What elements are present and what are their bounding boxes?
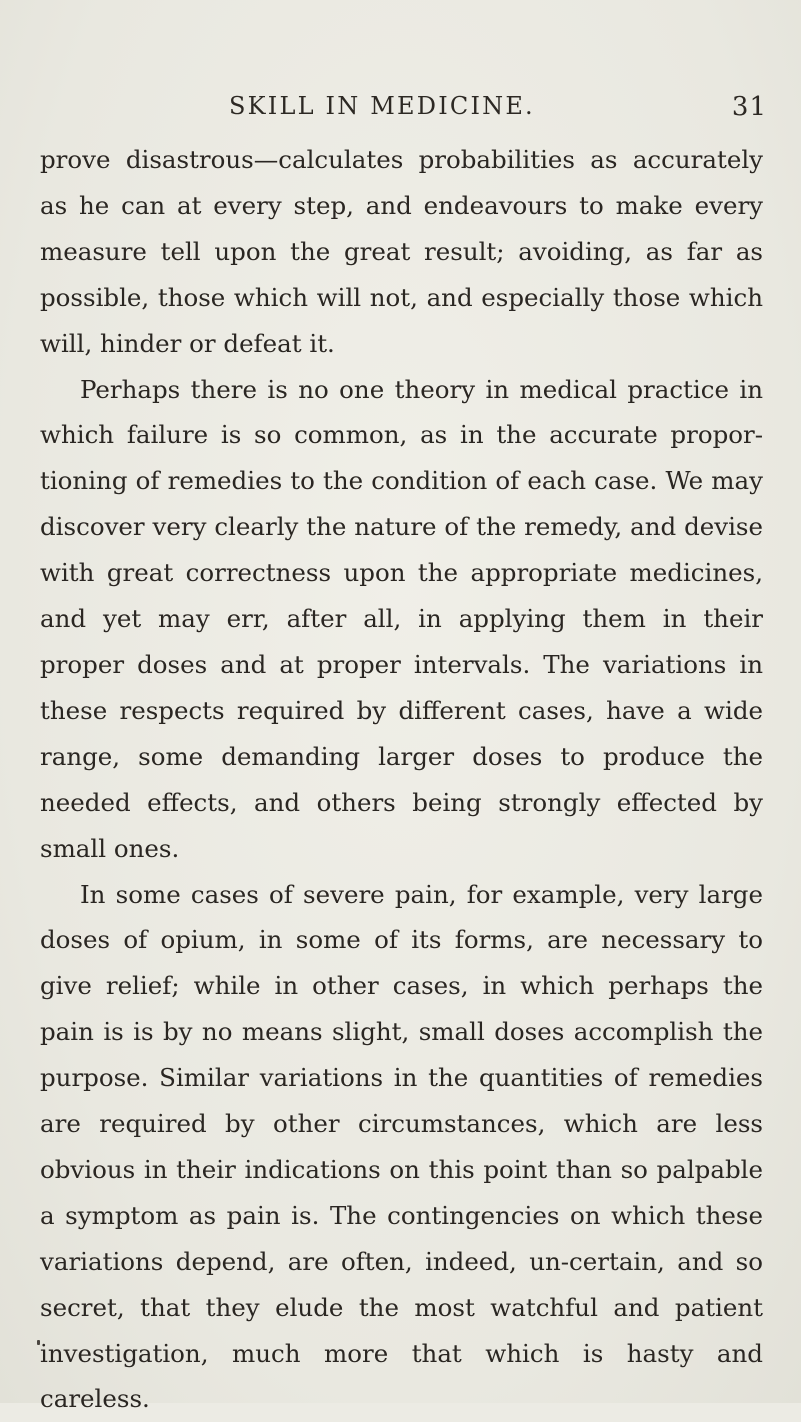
body-text [40,137,763,1422]
page-number: 31 [732,92,767,122]
running-head-title: SKILL IN MEDICINE. [229,92,535,120]
ink-speck [37,1340,40,1345]
paragraph-2: Perhaps there is no one theory in medical practice in which failure is so common, as in the accurate propor-tioning of remedies to the condition of each case. We may discover very clearly the nature of the remedy, and devise with great correctness upon the appropriate medicines, and yet may err, after all, in applying them in their proper doses and at proper intervals. The variations in these respects required by different cases, have a wide range, some demanding larger doses to produce the needed effects, and others being strongly effected by small ones. [40,367,763,872]
running-head [42,92,767,132]
paragraph-1: prove disastrous—calculates probabilities as accurately as he can at every step, and endeavours to make every measure tell upon the great result; avoiding, as far as possible, those which will not, and especially those which will, hinder or defeat it. [40,137,763,367]
paragraph-3: In some cases of severe pain, for example, very large doses of opium, in some of its forms, are necessary to give relief; while in other cases, in which perhaps the pain is is by no means slight, small doses accomplish the purpose. Similar variations in the quantities of remedies are required by other circumstances, which are less obvious in their indications on this point than so palpable a symptom as pain is. The contingencies on which these variations depend, are often, indeed, un-certain, and so secret, that they elude the most watchful and patient investigation, much more that which is hasty and careless. [40,872,763,1422]
